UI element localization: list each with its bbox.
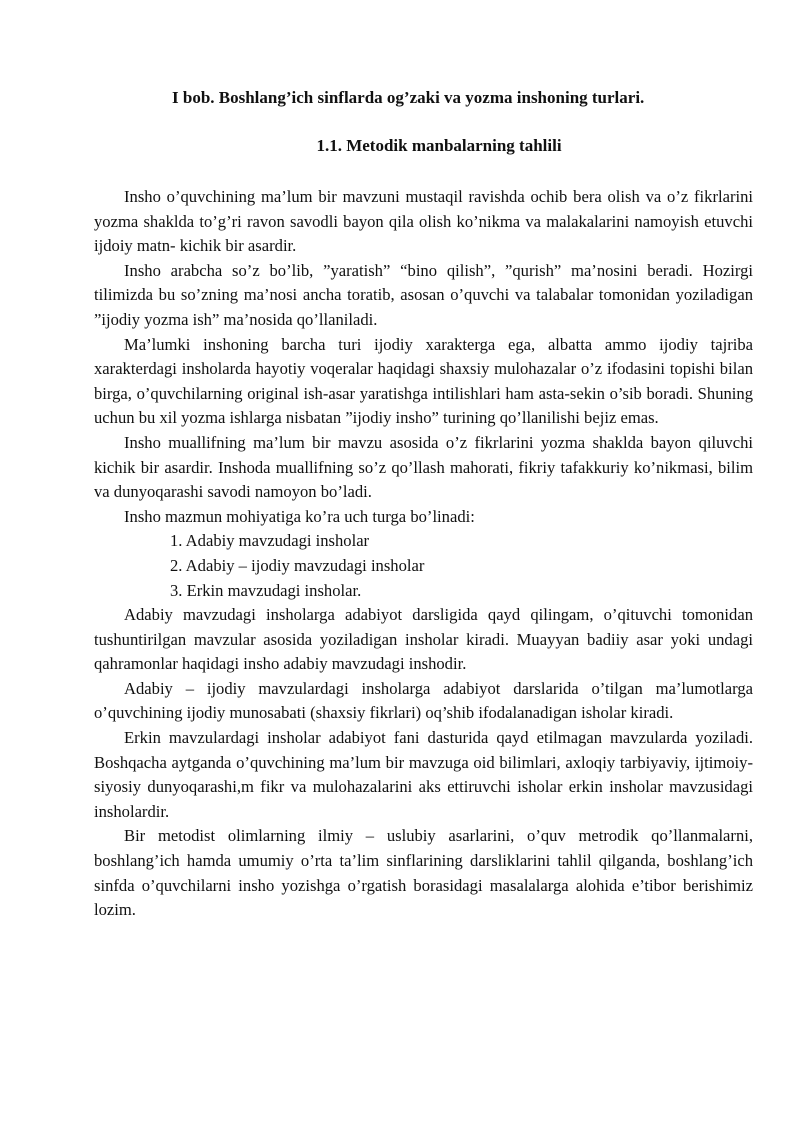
- document-body: [94, 185, 753, 923]
- list-item: 2. Adabiy – ijodiy mavzudagi insholar: [170, 555, 425, 575]
- paragraph: Erkin mavzulardagi insholar adabiyot fani dasturida qayd etilmagan mavzularda yoziladi. Boshqacha aytganda o’quvchining ma’lum bir mavzuga oid bilimlari, axloqiy tarbiyaviy, ijtimoiy-siyosiy dunyoqarashi,m fikr va mulohazalarini aks ettiruvchi isholar erkin insholar mavzusidagi insholardir.: [94, 728, 753, 821]
- paragraph: Adabiy mavzudagi insholarga adabiyot darsligida qayd qilingam, o’qituvchi tomonidan tushuntirilgan mavzular asosida yoziladigan insholar kiradi. Muayyan badiiy asar yoki undagi qahramonlar haqidagi insho adabiy mavzudagi inshodir.: [94, 605, 753, 674]
- chapter-title: I bob. Boshlang’ich sinflarda og’zaki va yozma inshoning turlari.: [172, 88, 645, 107]
- essay-types-list: [94, 529, 753, 603]
- list-item: 3. Erkin mavzudagi insholar.: [170, 580, 362, 600]
- paragraph: Adabiy – ijodiy mavzulardagi insholarga adabiyot darslarida o’tilgan ma’lumotlarga o’quvchining ijodiy munosabati (shaxsiy fikrlari) oq’shib ifodalanadigan isholar kiradi.: [94, 678, 753, 723]
- paragraph: Insho arabcha so’z bo’lib, ”yaratish” “bino qilish”, ”qurish” ma’nosini beradi. Hozirgi tilimizda bu so’zning ma’nosi ancha toratib, asosan o’quvchi va talabalar tomonidan yoziladigan ”ijodiy yozma ish” ma’nosida qo’llaniladi.: [94, 260, 753, 329]
- paragraph: Insho muallifning ma’lum bir mavzu asosida o’z fikrlarini yozma shaklda bayon qiluvchi kichik bir asardir. Inshoda muallifning so’z qo’llash mahorati, fikriy tafakkuriy ko’nikmasi, bilim va dunyoqarashi savodi namoyon bo’ladi.: [94, 432, 753, 502]
- section-title: 1.1. Metodik manbalarning tahlili: [316, 136, 562, 155]
- paragraph: Insho o’quvchining ma’lum bir mavzuni mustaqil ravishda ochib bera olish va o’z fikrlarini yozma shaklda to’g’ri ravon savodli bayon qila olish ko’nikma va malakalarini namoyish etuvchi ijdoiy matn- kichik bir asardir.: [94, 187, 753, 256]
- paragraph: Bir metodist olimlarning ilmiy – uslubiy asarlarini, o’quv metrodik qo’llanmalarni, boshlang’ich hamda umumiy o’rta ta’lim sinflarining darsliklarini tahlil qilganda, boshlang’ich sinfda o’quvchilarni insho yozishga o’rgatish borasidagi masalalarga alohida e’tibor berishimiz lozim.: [94, 826, 753, 920]
- paragraph: Ma’lumki inshoning barcha turi ijodiy xarakterga ega, albatta ammo ijodiy tajriba xarakterdagi insholarda hayotiy voqeralar haqidagi shaxsiy mulohazalar o’z ifodasini topishi bilan birga, o’quvchilarning original ish-asar yaratishga intilishlari ham asta-sekin o’sib boradi. Shuning uchun bu xil yozma ishlarga nisbatan ”ijodiy insho” turining qo’llanilishi bejiz emas.: [94, 334, 753, 428]
- list-item: 1. Adabiy mavzudagi insholar: [170, 531, 370, 551]
- paragraph: Insho mazmun mohiyatiga ko’ra uch turga bo’linadi:: [124, 506, 475, 526]
